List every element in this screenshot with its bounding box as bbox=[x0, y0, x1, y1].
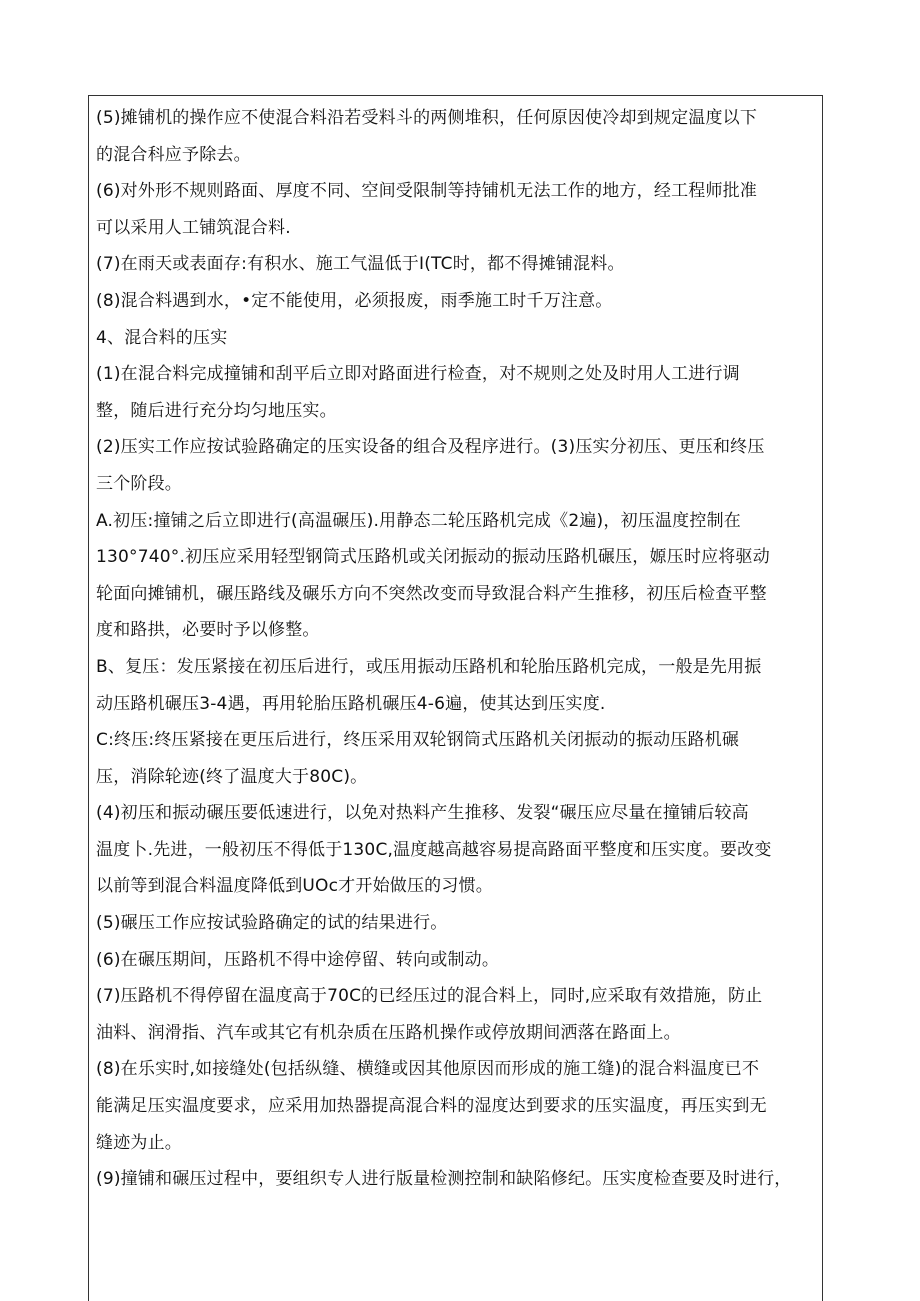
text-line: (6)对外形不规则路面、厚度不同、空间受限制等持铺机无法工作的地方，经工程师批准 bbox=[96, 181, 758, 202]
text-line: (8)在乐实时,如接缝处(包括纵缝、横缝或因其他原因而形成的施工缝)的混合料温度已不 bbox=[96, 1059, 760, 1080]
text-line: (4)初压和振动碾压要低速进行，以免对热料产生推移、发裂“碾压应尽量在撞铺后较高 bbox=[96, 803, 749, 824]
text-line: (6)在碾压期间，压路机不得中途停留、转向或制动。 bbox=[96, 949, 500, 970]
text-line: 轮面向摊铺机，碾压路线及碾乐方向不突然改变而导致混合料产生推移，初压后检查平整 bbox=[96, 583, 767, 604]
text-line: B、复压：发压紧接在初压后进行，或压用振动压路机和轮胎压路机完成，一般是先用振 bbox=[96, 656, 762, 677]
text-line: 度和路拱，必要时予以修整。 bbox=[96, 620, 320, 641]
text-line: 能满足压实温度要求，应采用加热器提高混合料的湿度达到要求的压实温度，再压实到无 bbox=[96, 1096, 767, 1117]
text-line: (5)碾压工作应按试验路确定的试的结果进行。 bbox=[96, 913, 448, 934]
text-line: C:终压:终压紧接在更压后进行，终压采用双轮钢筒式压路机关闭振动的振动压路机碾 bbox=[96, 730, 740, 751]
text-line: 整，随后进行充分均匀地压实。 bbox=[96, 400, 337, 421]
text-line: 可以采用人工铺筑混合料. bbox=[96, 217, 291, 238]
text-line: 压，消除轮迹(终了温度大于80C)。 bbox=[96, 766, 368, 787]
text-line: (8)混合料遇到水，•定不能使用，必须报废，雨季施工时千万注意。 bbox=[96, 290, 613, 311]
text-line: (7)压路机不得停留在温度高于70C的已经压过的混合料上，同时,应采取有效措施，防止 bbox=[96, 986, 763, 1007]
text-line: 三个阶段。 bbox=[96, 473, 182, 494]
text-line: 动压路机碾压3-4遇，再用轮胎压路机碾压4-6遍，使其达到压实度. bbox=[96, 693, 606, 714]
text-line: 130°740°.初压应采用轻型钢筒式压路机或关闭振动的振动压路机碾压，嫄压时应将驱动 bbox=[96, 547, 770, 568]
text-line: (2)压实工作应按试验路确定的压实设备的组合及程序进行。(3)压实分初压、更压和终压 bbox=[96, 437, 765, 458]
text-line: 的混合科应予除去。 bbox=[96, 144, 251, 165]
text-line: 缝迹为止。 bbox=[96, 1132, 182, 1153]
text-line: A.初压:撞铺之后立即进行(高温碾压).用静态二轮压路机完成《2遍)，初压温度控制在 bbox=[96, 510, 741, 531]
text-line: 油料、润滑指、汽车或其它有机杂质在压路机操作或停放期间洒落在路面上。 bbox=[96, 1022, 681, 1043]
text-line: (7)在雨天或表面存:有积水、施工气温低于I(TC时，都不得摊铺混料。 bbox=[96, 254, 625, 275]
document-body bbox=[96, 100, 826, 1198]
text-line: (5)摊铺机的操作应不使混合料沿若受料斗的两侧堆积，任何原因使冷却到规定温度以下 bbox=[96, 108, 758, 128]
text-line: 温度卜.先进，一般初压不得低于130C,温度越高越容易提高路面平整度和压实度。要改变 bbox=[96, 839, 772, 860]
text-line: (9)撞铺和碾压过程中，要组织专人进行版量检测控制和缺陷修纪。压实度检查要及时进行， bbox=[96, 1169, 792, 1190]
text-line: (1)在混合料完成撞铺和刮平后立即对路面进行检查，对不规则之处及时用人工进行调 bbox=[96, 364, 740, 385]
section-heading: 4、混合料的压实 bbox=[96, 327, 228, 348]
text-line: 以前等到混合料温度降低到UOc才开始做压的习惯。 bbox=[96, 876, 493, 897]
